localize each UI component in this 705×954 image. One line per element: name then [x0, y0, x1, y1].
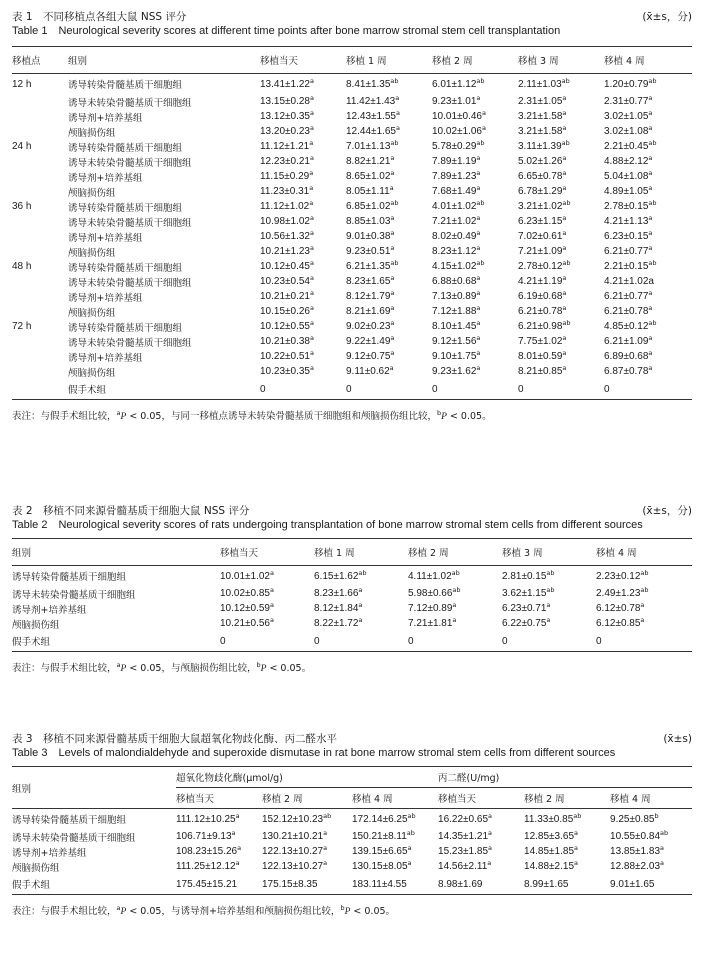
- column-header: 移植 1 周: [314, 548, 355, 559]
- column-header: 移植当天: [176, 794, 215, 805]
- table-cell: 6.21±0.77$^a$: [604, 289, 653, 302]
- mda-group-header: 丙二醛(U/mg): [438, 767, 692, 788]
- table-cell: 10.12±0.45$^a$: [260, 259, 314, 272]
- table-cell: 9.01±1.65: [610, 878, 655, 890]
- table-cell: 8.12±1.84$^a$: [314, 601, 363, 614]
- table-row: [12, 154, 692, 169]
- table-cell: 10.21±0.56$^a$: [220, 616, 274, 629]
- column-header: 组别: [12, 548, 32, 559]
- table-cell: 11.12±1.02$^a$: [260, 199, 314, 212]
- group-name-cell: 诱导未转染骨髓基质干细胞组: [68, 217, 192, 229]
- transplant-point-cell: [12, 184, 68, 199]
- table-row: [12, 259, 692, 274]
- group-name-cell: 颅脑损伤组: [68, 247, 116, 259]
- group-name-cell: 诱导转染骨髓基质干细胞组: [12, 815, 127, 826]
- table-cell: 111.12±10.25$^a$: [176, 811, 240, 825]
- table-cell: 10.21±0.38$^a$: [260, 334, 314, 347]
- table-cell: 10.23±0.54$^a$: [260, 274, 314, 287]
- table-cell: 2.31±1.05$^a$: [518, 94, 567, 107]
- table-cell: 4.15±1.02$^{ab}$: [432, 259, 485, 272]
- table-cell: 4.85±0.12$^{ab}$: [604, 319, 657, 332]
- table-1-body: [12, 74, 692, 400]
- table-cell: 9.23±1.62$^a$: [432, 364, 481, 377]
- table-cell: 175.15±8.35: [262, 878, 318, 890]
- table-cell: 4.01±1.02$^{ab}$: [432, 199, 485, 212]
- table-cell: 8.22±1.72$^a$: [314, 616, 363, 629]
- table-1-unit: (x̄±s，分): [642, 11, 692, 23]
- table-cell: 6.87±0.78$^a$: [604, 364, 653, 377]
- table-cell: 5.78±0.29$^{ab}$: [432, 139, 485, 152]
- table-cell: 9.23±1.01$^a$: [432, 94, 481, 107]
- table-cell: 183.11±4.55: [352, 878, 407, 890]
- column-header: 移植当天: [438, 794, 477, 805]
- table-cell: 10.98±1.02$^a$: [260, 214, 314, 227]
- table-cell: 16.22±0.65$^a$: [438, 811, 492, 825]
- transplant-point-cell: 48 h: [12, 261, 32, 272]
- table-cell: 6.12±0.85$^a$: [596, 616, 645, 629]
- group-name-cell: 诱导转染骨髓基质干细胞组: [68, 322, 183, 334]
- table-cell: 8.99±1.65: [524, 878, 569, 890]
- table-cell: 6.23±0.15$^a$: [604, 229, 653, 242]
- table-row: [12, 74, 692, 95]
- table-cell: 11.15±0.29$^a$: [260, 169, 314, 182]
- table-cell: 10.22±0.51$^a$: [260, 349, 314, 362]
- table-2: [12, 504, 692, 674]
- group-name-cell: 颅脑损伤组: [68, 187, 116, 199]
- table-cell: 6.22±0.75$^a$: [502, 616, 551, 629]
- table-cell: 12.43±1.55$^a$: [346, 109, 400, 122]
- table-cell: 6.21±0.78$^a$: [518, 304, 567, 317]
- table-cell: 11.23±0.31$^a$: [260, 184, 314, 197]
- table-cell: 2.31±0.77$^a$: [604, 94, 653, 107]
- table-cell: 11.12±1.21$^a$: [260, 139, 314, 152]
- table-cell: 13.12±0.35$^a$: [260, 109, 314, 122]
- table-row: [12, 379, 692, 400]
- group-name-cell: 诱导转染骨髓基质干细胞组: [68, 262, 183, 274]
- column-header: 移植当天: [260, 56, 299, 67]
- table-cell: 1.20±0.79$^{ab}$: [604, 76, 657, 90]
- table-cell: 8.21±1.69$^a$: [346, 304, 395, 317]
- table-cell: 8.41±1.35$^{ab}$: [346, 76, 399, 90]
- table-cell: 4.88±2.12$^a$: [604, 154, 653, 167]
- table-1-caption-en: Table 1 Neurological severity scores at different time points after bone marrow stromal stem cell transplantation: [12, 25, 561, 37]
- table-cell: 11.33±0.85$^{ab}$: [524, 811, 582, 825]
- group-name-cell: 假手术组: [12, 637, 51, 648]
- group-name-cell: 假手术组: [12, 880, 51, 891]
- table-cell: 6.21±0.98$^{ab}$: [518, 319, 571, 332]
- table-cell: 8.65±1.02$^a$: [346, 169, 395, 182]
- column-header: 移植当天: [220, 548, 259, 559]
- table-cell: 8.01±0.59$^a$: [518, 349, 567, 362]
- table-cell: 4.11±1.02$^{ab}$: [408, 568, 460, 582]
- table-cell: 13.15±0.28$^a$: [260, 94, 314, 107]
- column-header: 移植 4 周: [610, 794, 651, 805]
- table-cell: 13.41±1.22$^a$: [260, 76, 314, 90]
- table-cell: 8.23±1.12$^a$: [432, 244, 481, 257]
- table-cell: 9.11±0.62$^a$: [346, 364, 394, 377]
- table-cell: 7.02±0.61$^a$: [518, 229, 567, 242]
- table-cell: 7.89±1.19$^a$: [432, 154, 481, 167]
- transplant-point-cell: [12, 334, 68, 349]
- table-2-caption-en: Table 2 Neurological severity scores of rats undergoing transplantation of bone marrow stromal stem cells from different sources: [12, 519, 643, 531]
- transplant-point-cell: [12, 154, 68, 169]
- table-cell: 172.14±6.25$^{ab}$: [352, 811, 416, 825]
- table-row: [12, 184, 692, 199]
- table-cell: 6.21±0.78$^a$: [604, 304, 653, 317]
- table-cell: 6.65±0.78$^a$: [518, 169, 567, 182]
- table-cell: 6.23±1.15$^a$: [518, 214, 567, 227]
- table-cell: 9.12±1.56$^a$: [432, 334, 481, 347]
- transplant-point-cell: [12, 289, 68, 304]
- table-cell: 12.44±1.65$^a$: [346, 124, 400, 137]
- table-cell: 6.15±1.62$^{ab}$: [314, 568, 367, 582]
- table-row: [12, 601, 692, 616]
- table-cell: 175.45±15.21: [176, 878, 238, 890]
- table-cell: 12.85±3.65$^a$: [524, 829, 578, 842]
- table-cell: 9.22±1.49$^a$: [346, 334, 395, 347]
- column-header: 组别: [12, 783, 32, 795]
- table-row: [12, 244, 692, 259]
- table-row: [12, 829, 692, 844]
- table-row: [12, 616, 692, 631]
- group-name-cell: 诱导剂+培养基组: [68, 352, 143, 364]
- table-cell: 2.78±0.12$^{ab}$: [518, 259, 571, 272]
- table-cell: 6.19±0.68$^a$: [518, 289, 567, 302]
- table-row: [12, 566, 692, 587]
- table-cell: 5.02±1.26$^a$: [518, 154, 567, 167]
- table-cell: 10.55±0.84$^{ab}$: [610, 829, 669, 842]
- table-3-unit: (x̄±s): [663, 733, 692, 745]
- table-cell: 12.23±0.21$^a$: [260, 154, 314, 167]
- table-cell: 12.88±2.03$^a$: [610, 859, 664, 872]
- table-cell: 9.10±1.75$^a$: [432, 349, 481, 362]
- table-cell: 10.01±1.02$^a$: [220, 568, 274, 582]
- table-cell: 10.02±1.06$^a$: [432, 124, 486, 137]
- table-row: [12, 586, 692, 601]
- transplant-point-cell: [12, 304, 68, 319]
- table-cell: 0: [220, 635, 226, 647]
- table-cell: 0: [518, 383, 524, 395]
- table-row: [12, 214, 692, 229]
- table-cell: 10.12±0.59$^a$: [220, 601, 274, 614]
- table-cell: 8.12±1.79$^a$: [346, 289, 395, 302]
- group-name-cell: 假手术组: [68, 385, 107, 396]
- table-cell: 10.21±0.21$^a$: [260, 289, 314, 302]
- table-cell: 10.02±0.85$^a$: [220, 586, 274, 599]
- table-cell: 3.21±1.58$^a$: [518, 124, 567, 137]
- column-header: 移植 2 周: [524, 794, 565, 805]
- table-cell: 111.25±12.12$^a$: [176, 859, 240, 872]
- table-cell: 2.78±0.15$^{ab}$: [604, 199, 657, 212]
- table-row: [12, 364, 692, 379]
- table-cell: 7.21±1.09$^a$: [518, 244, 567, 257]
- table-cell: 10.23±0.35$^a$: [260, 364, 314, 377]
- table-cell: 130.15±8.05$^a$: [352, 859, 412, 872]
- table-cell: 3.02±1.05$^a$: [604, 109, 653, 122]
- group-name-cell: 诱导剂+培养基组: [12, 604, 87, 616]
- column-header: 移植 2 周: [262, 794, 303, 805]
- table-2-body: [12, 566, 692, 652]
- table-cell: 15.23±1.85$^a$: [438, 844, 492, 857]
- table-cell: 3.02±1.08$^a$: [604, 124, 653, 137]
- table-cell: 4.21±1.02a: [604, 276, 654, 287]
- column-header: 移植 4 周: [604, 56, 645, 67]
- transplant-point-cell: [12, 124, 68, 139]
- transplant-point-cell: [12, 109, 68, 124]
- transplant-point-cell: 36 h: [12, 201, 32, 212]
- group-name-cell: 诱导转染骨髓基质干细胞组: [12, 572, 127, 583]
- transplant-point-cell: [12, 214, 68, 229]
- table-row: [12, 319, 692, 334]
- group-name-cell: 诱导未转染骨髓基质干细胞组: [12, 832, 136, 844]
- table-cell: 0: [596, 635, 602, 647]
- column-header: 移植 1 周: [346, 56, 387, 67]
- table-cell: 130.21±10.21$^a$: [262, 829, 328, 842]
- table-row: [12, 274, 692, 289]
- group-name-cell: 诱导未转染骨髓基质干细胞组: [68, 157, 192, 169]
- table-cell: 6.23±0.71$^a$: [502, 601, 551, 614]
- group-name-cell: 诱导未转染骨髓基质干细胞组: [12, 589, 136, 601]
- table-cell: 3.21±1.58$^a$: [518, 109, 567, 122]
- table-cell: 10.12±0.55$^a$: [260, 319, 314, 332]
- column-header: 移植 2 周: [408, 548, 449, 559]
- group-name-cell: 诱导剂+培养基组: [68, 172, 143, 184]
- table-cell: 7.12±1.88$^a$: [432, 304, 481, 317]
- table-cell: 8.05±1.11$^a$: [346, 184, 394, 197]
- column-header: 组别: [68, 56, 88, 67]
- transplant-point-cell: 24 h: [12, 141, 32, 152]
- table-cell: 2.21±0.45$^{ab}$: [604, 139, 657, 152]
- table-cell: 2.49±1.23$^{ab}$: [596, 586, 649, 599]
- table-cell: 0: [314, 635, 320, 647]
- table-cell: 0: [260, 383, 266, 395]
- column-header: 移植 2 周: [432, 56, 473, 67]
- table-cell: 2.81±0.15$^{ab}$: [502, 568, 555, 582]
- table-cell: 7.68±1.49$^a$: [432, 184, 481, 197]
- group-name-cell: 诱导转染骨髓基质干细胞组: [68, 202, 183, 214]
- table-row: [12, 199, 692, 214]
- transplant-point-cell: [12, 274, 68, 289]
- table-cell: 7.21±1.81$^a$: [408, 616, 457, 629]
- transplant-point-cell: 12 h: [12, 78, 32, 90]
- table-cell: 8.23±1.66$^a$: [314, 586, 363, 599]
- table-cell: 0: [604, 383, 610, 395]
- table-cell: 8.82±1.21$^a$: [346, 154, 395, 167]
- table-cell: 2.11±1.03$^{ab}$: [518, 76, 570, 90]
- table-cell: 14.35±1.21$^a$: [438, 829, 492, 842]
- table-row: [12, 809, 692, 830]
- group-name-cell: 颅脑损伤组: [68, 367, 116, 379]
- table-row: [12, 229, 692, 244]
- table-cell: 9.23±0.51$^a$: [346, 244, 395, 257]
- table-cell: 8.21±0.85$^a$: [518, 364, 567, 377]
- table-cell: 9.12±0.75$^a$: [346, 349, 395, 362]
- table-row: [12, 94, 692, 109]
- transplant-point-cell: 72 h: [12, 321, 32, 332]
- table-1-header-row: [12, 47, 692, 74]
- table-row: [12, 844, 692, 859]
- column-header: 移植 3 周: [502, 548, 543, 559]
- table-row: [12, 859, 692, 874]
- group-name-cell: 诱导未转染骨髓基质干细胞组: [68, 337, 192, 349]
- table-cell: 10.15±0.26$^a$: [260, 304, 314, 317]
- group-name-cell: 诱导剂+培养基组: [12, 847, 87, 859]
- table-cell: 11.42±1.43$^a$: [346, 94, 400, 107]
- group-name-cell: 诱导剂+培养基组: [68, 112, 143, 124]
- table-cell: 7.13±0.89$^a$: [432, 289, 481, 302]
- table-cell: 7.01±1.13$^{ab}$: [346, 139, 399, 152]
- table-cell: 122.13±10.27$^a$: [262, 844, 328, 857]
- transplant-point-cell: [12, 349, 68, 364]
- transplant-point-cell: [12, 94, 68, 109]
- table-row: [12, 139, 692, 154]
- group-name-cell: 颅脑损伤组: [12, 619, 60, 631]
- table-cell: 6.12±0.78$^a$: [596, 601, 645, 614]
- table-cell: 14.85±1.85$^a$: [524, 844, 578, 857]
- table-cell: 122.13±10.27$^a$: [262, 859, 328, 872]
- group-name-cell: 诱导转染骨髓基质干细胞组: [68, 142, 183, 154]
- table-cell: 10.56±1.32$^a$: [260, 229, 314, 242]
- table-cell: 6.89±0.68$^a$: [604, 349, 653, 362]
- table-row: [12, 349, 692, 364]
- table-3: [12, 732, 692, 917]
- table-cell: 3.11±1.39$^{ab}$: [518, 139, 570, 152]
- table-3-caption-cn: 表 3 移植不同来源骨髓基质干细胞大鼠超氧化物歧化酶、丙二醛水平 (x̄±s): [12, 733, 692, 745]
- table-cell: 7.75±1.02$^a$: [518, 334, 567, 347]
- table-cell: 7.21±1.02$^a$: [432, 214, 481, 227]
- group-name-cell: 诱导未转染骨髓基质干细胞组: [68, 277, 192, 289]
- group-name-cell: 诱导剂+培养基组: [68, 292, 143, 304]
- table-cell: 0: [432, 383, 438, 395]
- table-cell: 8.23±1.65$^a$: [346, 274, 395, 287]
- table-cell: 10.21±1.23$^a$: [260, 244, 314, 257]
- table-cell: 6.21±1.35$^{ab}$: [346, 259, 399, 272]
- table-cell: 9.25±0.85$^b$: [610, 811, 659, 825]
- table-cell: 6.88±0.68$^a$: [432, 274, 481, 287]
- table-cell: 106.71±9.13$^a$: [176, 829, 236, 842]
- table-cell: 4.21±1.19$^a$: [518, 274, 567, 287]
- table-cell: 0: [408, 635, 414, 647]
- table-cell: 7.12±0.89$^a$: [408, 601, 457, 614]
- table-cell: 3.21±1.02$^{ab}$: [518, 199, 571, 212]
- table-cell: 9.01±0.38$^a$: [346, 229, 395, 242]
- table-cell: 9.02±0.23$^a$: [346, 319, 395, 332]
- table-row: [12, 631, 692, 652]
- transplant-point-cell: [12, 244, 68, 259]
- table-cell: 2.21±0.15$^{ab}$: [604, 259, 657, 272]
- table-cell: 0: [502, 635, 508, 647]
- table-2-grid: [12, 538, 692, 652]
- transplant-point-cell: [12, 379, 68, 400]
- table-row: [12, 124, 692, 139]
- table-2-unit: (x̄±s，分): [642, 505, 692, 517]
- table-2-note: 表注：与假手术组比较，$^a$P < 0.05，与颅脑损伤组比较，$^b$P < 0.05。: [12, 661, 312, 674]
- table-cell: 10.01±0.46$^a$: [432, 109, 486, 122]
- table-row: [12, 334, 692, 349]
- table-cell: 150.21±8.11$^{ab}$: [352, 829, 415, 842]
- table-cell: 5.98±0.66$^{ab}$: [408, 586, 461, 599]
- table-cell: 14.88±2.15$^a$: [524, 859, 578, 872]
- table-3-body: [12, 809, 692, 895]
- table-cell: 4.21±1.13$^a$: [604, 214, 653, 227]
- table-cell: 6.21±1.09$^a$: [604, 334, 653, 347]
- group-name-cell: 诱导转染骨髓基质干细胞组: [68, 80, 183, 91]
- group-name-cell: 颅脑损伤组: [68, 127, 116, 139]
- transplant-point-cell: [12, 229, 68, 244]
- table-cell: 2.23±0.12$^{ab}$: [596, 568, 649, 582]
- table-cell: 152.12±10.23$^{ab}$: [262, 811, 332, 825]
- column-header: 移植 4 周: [596, 548, 637, 559]
- table-cell: 0: [346, 383, 352, 395]
- table-3-note: 表注：与假手术组比较，$^a$P < 0.05，与诱导剂+培养基组和颅脑损伤组比较，$^b$P < 0.05。: [12, 904, 396, 917]
- table-1-grid: [12, 46, 692, 400]
- table-row: [12, 289, 692, 304]
- table-2-caption-cn: 表 2 移植不同来源骨髓基质干细胞大鼠 NSS 评分 (x̄±s，分): [12, 505, 692, 517]
- table-cell: 4.89±1.05$^a$: [604, 184, 653, 197]
- table-1: [12, 10, 692, 422]
- sod-group-header: 超氧化物歧化酶(μmol/g): [176, 767, 438, 788]
- table-cell: 13.20±0.23$^a$: [260, 124, 314, 137]
- table-cell: 6.85±1.02$^{ab}$: [346, 199, 399, 212]
- table-1-note: 表注：与假手术组比较，$^a$P < 0.05，与同一移植点诱导未转染骨髓基质干细胞组和颅脑损伤组比较，$^b$P < 0.05。: [12, 409, 492, 422]
- column-header: 移植 3 周: [518, 56, 559, 67]
- group-name-cell: 颅脑损伤组: [12, 862, 60, 874]
- table-row: [12, 109, 692, 124]
- table-3-caption-en: Table 3 Levels of malondialdehyde and superoxide dismutase in rat bone marrow stromal stem cells from different sources: [12, 747, 616, 759]
- group-name-cell: 诱导未转染骨髓基质干细胞组: [68, 97, 192, 109]
- table-cell: 8.85±1.03$^a$: [346, 214, 395, 227]
- column-header: 移植点: [12, 56, 41, 67]
- table-cell: 8.10±1.45$^a$: [432, 319, 481, 332]
- table-cell: 139.15±6.65$^a$: [352, 844, 412, 857]
- table-1-caption-cn: 表 1 不同移植点各组大鼠 NSS 评分 (x̄±s，分): [12, 11, 692, 23]
- group-name-cell: 颅脑损伤组: [68, 307, 116, 319]
- table-cell: 108.23±15.26$^a$: [176, 844, 242, 857]
- table-cell: 6.01±1.12$^{ab}$: [432, 76, 485, 90]
- table-cell: 8.98±1.69: [438, 878, 483, 890]
- table-cell: 3.62±1.15$^{ab}$: [502, 586, 555, 599]
- table-cell: 6.78±1.29$^a$: [518, 184, 567, 197]
- table-cell: 13.85±1.83$^a$: [610, 844, 664, 857]
- table-cell: 7.89±1.23$^a$: [432, 169, 481, 182]
- table-3-grid: [12, 766, 692, 895]
- transplant-point-cell: [12, 169, 68, 184]
- table-row: [12, 874, 692, 895]
- table-3-header-row: [12, 767, 692, 788]
- transplant-point-cell: [12, 364, 68, 379]
- table-cell: 14.56±2.11$^a$: [438, 859, 492, 872]
- table-cell: 6.21±0.77$^a$: [604, 244, 653, 257]
- table-cell: 5.04±1.08$^a$: [604, 169, 653, 182]
- group-name-cell: 诱导剂+培养基组: [68, 232, 143, 244]
- table-row: [12, 169, 692, 184]
- column-header: 移植 4 周: [352, 794, 393, 805]
- table-2-header-row: [12, 539, 692, 566]
- table-row: [12, 304, 692, 319]
- table-cell: 8.02±0.49$^a$: [432, 229, 481, 242]
